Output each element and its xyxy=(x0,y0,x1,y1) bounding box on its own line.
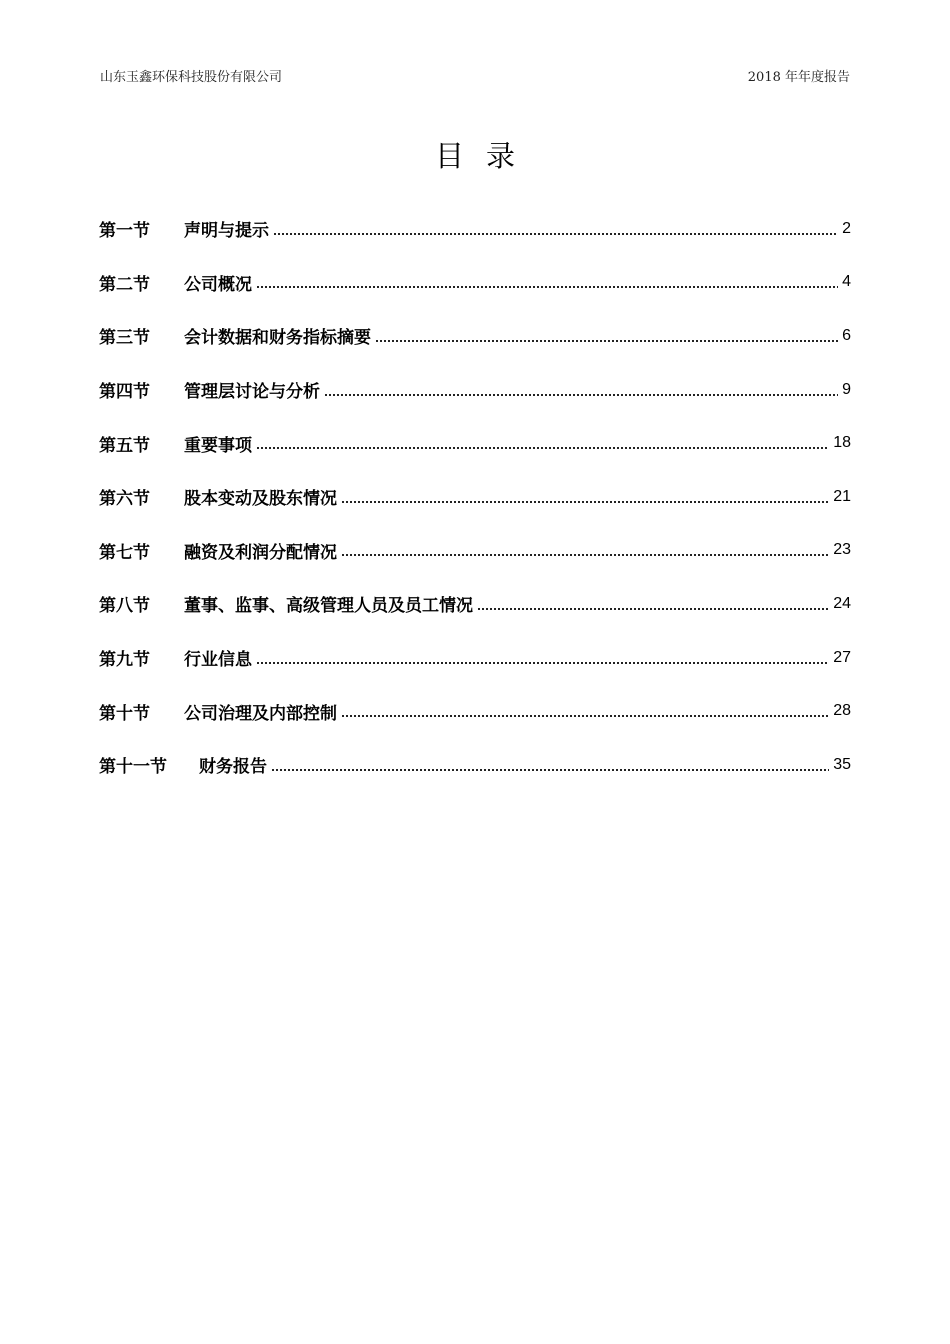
toc-entry[interactable] xyxy=(99,684,851,738)
toc-page-number: 23 xyxy=(833,541,851,559)
toc-page-number: 28 xyxy=(833,702,851,720)
report-title: 2018 年年度报告 xyxy=(747,70,850,85)
toc-section-number: 第三节 xyxy=(99,328,150,349)
toc-section-number: 第十节 xyxy=(99,703,150,724)
toc-page-number: 6 xyxy=(842,326,851,344)
toc-section-number: 第五节 xyxy=(99,435,150,456)
toc-leader-dots xyxy=(477,608,829,610)
toc-section-name: 董事、监事、高级管理人员及员工情况 xyxy=(184,596,473,617)
page-header xyxy=(100,66,850,88)
toc-section-name: 融资及利润分配情况 xyxy=(184,542,337,563)
toc-page-number: 18 xyxy=(833,434,851,452)
toc-section-number: 第六节 xyxy=(99,489,150,510)
toc-entry[interactable] xyxy=(99,202,851,256)
toc-section-number: 第八节 xyxy=(99,596,150,617)
toc-leader-dots xyxy=(271,769,829,771)
toc-section-name: 公司概况 xyxy=(184,274,252,295)
toc-leader-dots xyxy=(341,715,829,717)
toc-entry[interactable] xyxy=(99,631,851,685)
toc-leader-dots xyxy=(341,501,829,503)
toc-section-number: 第七节 xyxy=(99,542,150,563)
toc-section-name: 声明与提示 xyxy=(184,221,269,242)
toc-leader-dots xyxy=(256,286,838,288)
toc-entry[interactable] xyxy=(99,738,851,792)
toc-entry[interactable] xyxy=(99,363,851,417)
toc-leader-dots xyxy=(341,554,829,556)
toc-leader-dots xyxy=(375,340,838,342)
toc-page-number: 24 xyxy=(833,594,851,612)
toc-page-number: 21 xyxy=(833,487,851,505)
toc-entry[interactable] xyxy=(99,577,851,631)
toc-section-name: 股本变动及股东情况 xyxy=(184,489,337,510)
toc-list xyxy=(99,202,851,792)
toc-section-name: 管理层讨论与分析 xyxy=(184,382,320,403)
toc-leader-dots xyxy=(324,394,838,396)
company-name: 山东玉鑫环保科技股份有限公司 xyxy=(100,70,283,85)
toc-section-name: 公司治理及内部控制 xyxy=(184,703,337,724)
toc-page-number: 4 xyxy=(842,273,851,291)
toc-page-number: 2 xyxy=(842,219,851,237)
toc-section-number: 第九节 xyxy=(99,650,150,671)
toc-section-number: 第十一节 xyxy=(99,757,167,778)
toc-section-name: 行业信息 xyxy=(184,650,252,671)
toc-entry[interactable] xyxy=(99,524,851,578)
toc-entry[interactable] xyxy=(99,416,851,470)
toc-leader-dots xyxy=(256,662,829,664)
toc-entry[interactable] xyxy=(99,309,851,363)
toc-page-number: 27 xyxy=(833,648,851,666)
toc-page-number: 9 xyxy=(842,380,851,398)
toc-section-number: 第二节 xyxy=(99,274,150,295)
toc-page-number: 35 xyxy=(833,755,851,773)
toc-section-name: 重要事项 xyxy=(184,435,252,456)
toc-leader-dots xyxy=(273,233,838,235)
toc-section-number: 第一节 xyxy=(99,221,150,242)
toc-entry[interactable] xyxy=(99,256,851,310)
toc-entry[interactable] xyxy=(99,470,851,524)
toc-section-name: 会计数据和财务指标摘要 xyxy=(184,328,371,349)
toc-title: 目录 xyxy=(434,139,537,173)
toc-section-number: 第四节 xyxy=(99,382,150,403)
toc-section-name: 财务报告 xyxy=(199,757,267,778)
toc-leader-dots xyxy=(256,447,829,449)
